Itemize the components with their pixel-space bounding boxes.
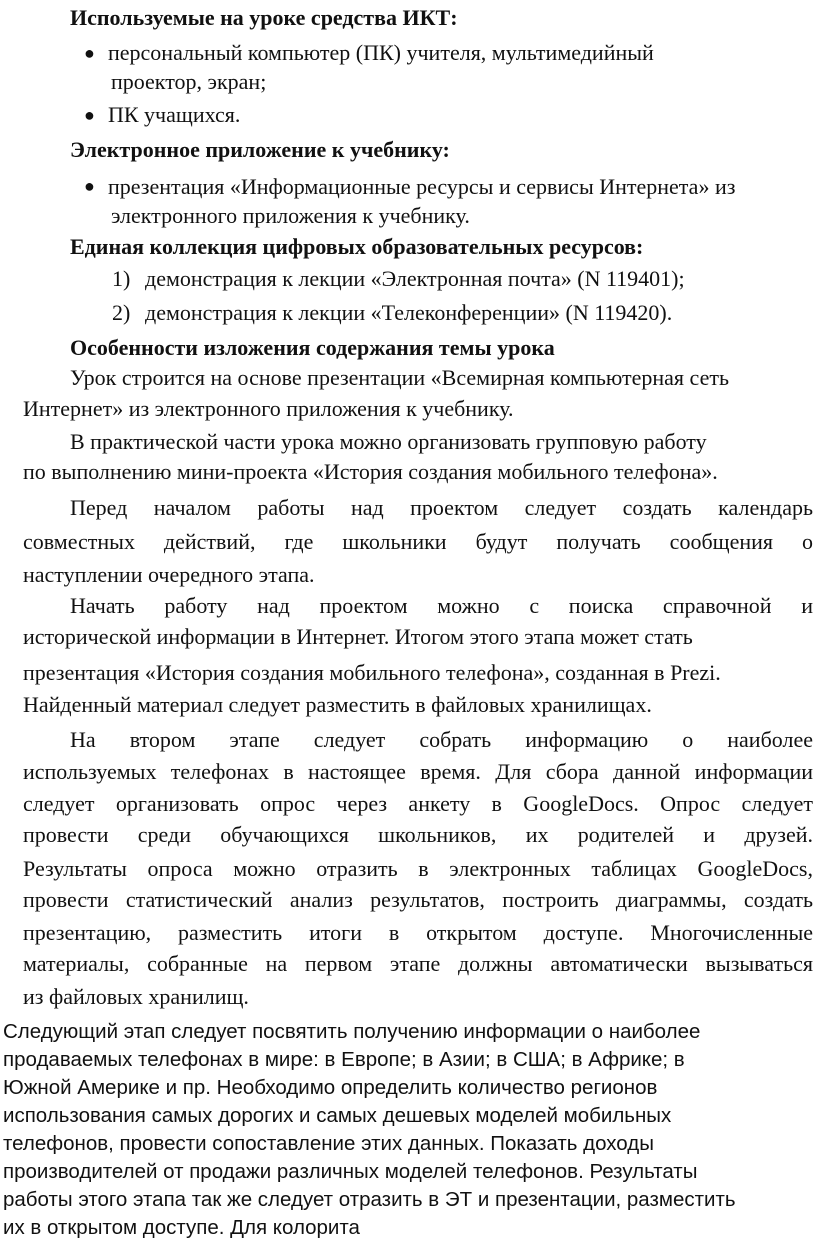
text-line: используемых телефонах в настоящее время. Для сбора данной информации: [23, 759, 813, 784]
bullet-icon: ●: [84, 176, 95, 196]
text-line: по выполнению мини-проекта «История создания мобильного телефона».: [23, 459, 718, 484]
text-line: использования самых дорогих и самых дешевых моделей мобильных: [3, 1104, 672, 1127]
collection-heading: Единая коллекция цифровых образовательных ресурсов:: [70, 234, 644, 259]
text-line: презентация «История создания мобильного телефона», созданная в Prezi.: [23, 660, 721, 685]
text-line: производителей от продажи различных моделей телефонов. Результаты: [3, 1160, 698, 1183]
text-line: следует организовать опрос через анкету в GoogleDocs. Опрос следует: [23, 791, 813, 816]
list-item: презентация «Информационные ресурсы и сервисы Интернета» из: [108, 174, 736, 199]
list-number: 1): [112, 266, 131, 291]
text-line: презентацию, разместить итоги в открытом доступе. Многочисленные: [23, 920, 813, 945]
text-line: телефонов, провести сопоставление этих данных. Показать доходы: [3, 1132, 654, 1155]
text-line: провести среди обучающихся школьников, их родителей и друзей.: [23, 822, 813, 847]
text-line: работы этого этапа так же следует отразить в ЭТ и презентации, разместить: [3, 1188, 736, 1211]
text-line: Южной Америке и пр. Необходимо определить количество регионов: [3, 1076, 658, 1099]
text-line: исторической информации в Интернет. Итогом этого этапа может стать: [23, 624, 693, 649]
text-line: Интернет» из электронного приложения к учебнику.: [23, 396, 514, 421]
text-line: их в открытом доступе. Для колорита: [3, 1216, 360, 1239]
text-line: На втором этапе следует собрать информацию о наиболее: [70, 727, 813, 752]
list-item: ПК учащихся.: [108, 102, 241, 127]
list-number: 2): [112, 300, 131, 325]
text-line: В практической части урока можно организовать групповую работу: [70, 429, 707, 454]
ict-heading: Используемые на уроке средства ИКТ:: [70, 5, 458, 30]
text-line: провести статистический анализ результатов, построить диаграммы, создать: [23, 887, 813, 912]
text-line: Начать работу над проектом можно с поиска справочной и: [70, 593, 813, 618]
bullet-icon: ●: [84, 43, 95, 63]
text-line: совместных действий, где школьники будут получать сообщения о: [23, 529, 813, 554]
text-line: наступлении очередного этапа.: [23, 562, 315, 587]
list-item-continuation: проектор, экран;: [111, 69, 267, 94]
text-line: Найденный материал следует разместить в файловых хранилищах.: [23, 692, 652, 717]
text-line: Перед началом работы над проектом следует создать календарь: [70, 495, 813, 520]
eapp-heading: Электронное приложение к учебнику:: [70, 137, 450, 162]
text-line: из файловых хранилищ.: [23, 984, 249, 1009]
list-item-continuation: электронного приложения к учебнику.: [111, 203, 470, 228]
bullet-icon: ●: [84, 105, 95, 125]
text-line: Следующий этап следует посвятить получению информации о наиболее: [3, 1020, 701, 1043]
text-line: Урок строится на основе презентации «Всемирная компьютерная сеть: [70, 365, 730, 390]
text-line: Результаты опроса можно отразить в электронных таблицах GoogleDocs,: [23, 856, 813, 881]
list-item: демонстрация к лекции «Телеконференции» (N 119420).: [145, 300, 673, 325]
text-line: продаваемых телефонах в мире: в Европе; в Азии; в США; в Африке; в: [3, 1048, 685, 1071]
list-item: персональный компьютер (ПК) учителя, мультимедийный: [108, 40, 654, 65]
text-line: материалы, собранные на первом этапе должны автоматически вызываться: [23, 951, 813, 976]
features-heading: Особенности изложения содержания темы урока: [70, 335, 555, 360]
list-item: демонстрация к лекции «Электронная почта» (N 119401);: [145, 266, 685, 291]
